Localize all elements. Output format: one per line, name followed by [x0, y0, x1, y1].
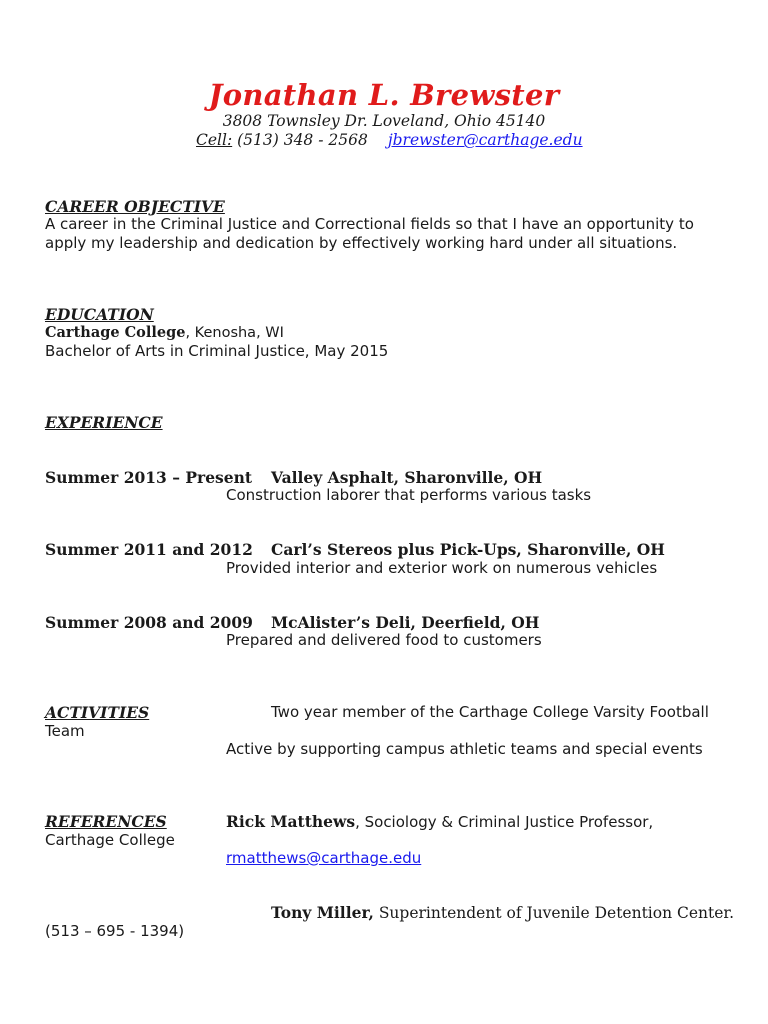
section-heading-activities: ACTIVITIES	[45, 703, 150, 722]
section-heading-references: REFERENCES	[45, 812, 167, 831]
reference-title: Superintendent of Juvenile Detention Center.	[373, 904, 735, 922]
degree: Bachelor of Arts in Criminal Justice, May 2015	[45, 342, 389, 360]
job-description: Prepared and delivered food to customers	[226, 631, 542, 649]
email-link[interactable]: jbrewster@carthage.edu	[387, 131, 583, 149]
reference-2-line	[271, 903, 734, 922]
job-description: Provided interior and exterior work on numerous vehicles	[226, 559, 658, 577]
reference-1-line	[226, 812, 653, 831]
cell-number: (513) 348 - 2568	[232, 131, 368, 149]
contact-line	[196, 131, 583, 149]
activity-item-continued: Team	[45, 722, 85, 740]
section-heading-experience: EXPERIENCE	[45, 413, 163, 432]
job-employer: McAlister’s Deli, Deerfield, OH	[271, 613, 540, 632]
job-employer: Carl’s Stereos plus Pick-Ups, Sharonville, OH	[271, 540, 665, 559]
activity-item: Active by supporting campus athletic teams and special events	[226, 740, 703, 758]
job-employer: Valley Asphalt, Sharonville, OH	[271, 468, 543, 487]
reference-phone: (513 – 695 - 1394)	[45, 922, 185, 940]
reference-organization: Carthage College	[45, 831, 175, 849]
reference-title: , Sociology & Criminal Justice Professor,	[355, 813, 654, 831]
section-heading-education: EDUCATION	[45, 305, 154, 324]
school-location: , Kenosha, WI	[185, 325, 284, 341]
resume-name: Jonathan L. Brewster	[208, 78, 560, 112]
job-description: Construction laborer that performs various tasks	[226, 486, 592, 504]
job-dates: Summer 2008 and 2009	[45, 613, 253, 632]
activity-item: Two year member of the Carthage College Varsity Football	[271, 703, 709, 721]
school-name: Carthage College	[45, 324, 186, 341]
address: 3808 Townsley Dr. Loveland, Ohio 45140	[222, 112, 546, 130]
section-heading-objective: CAREER OBJECTIVE	[45, 197, 225, 216]
reference-email-link[interactable]: rmatthews@carthage.edu	[226, 849, 422, 867]
objective-line: A career in the Criminal Justice and Correctional fields so that I have an opportunity to	[45, 215, 694, 233]
reference-name: Rick Matthews	[226, 812, 356, 831]
education-school-line	[45, 324, 284, 341]
cell-label: Cell:	[196, 131, 233, 149]
reference-name: Tony Miller,	[271, 903, 374, 922]
objective-line: apply my leadership and dedication by effectively working hard under all situations.	[45, 234, 678, 252]
job-dates: Summer 2011 and 2012	[45, 540, 253, 559]
job-dates: Summer 2013 – Present	[45, 468, 253, 487]
